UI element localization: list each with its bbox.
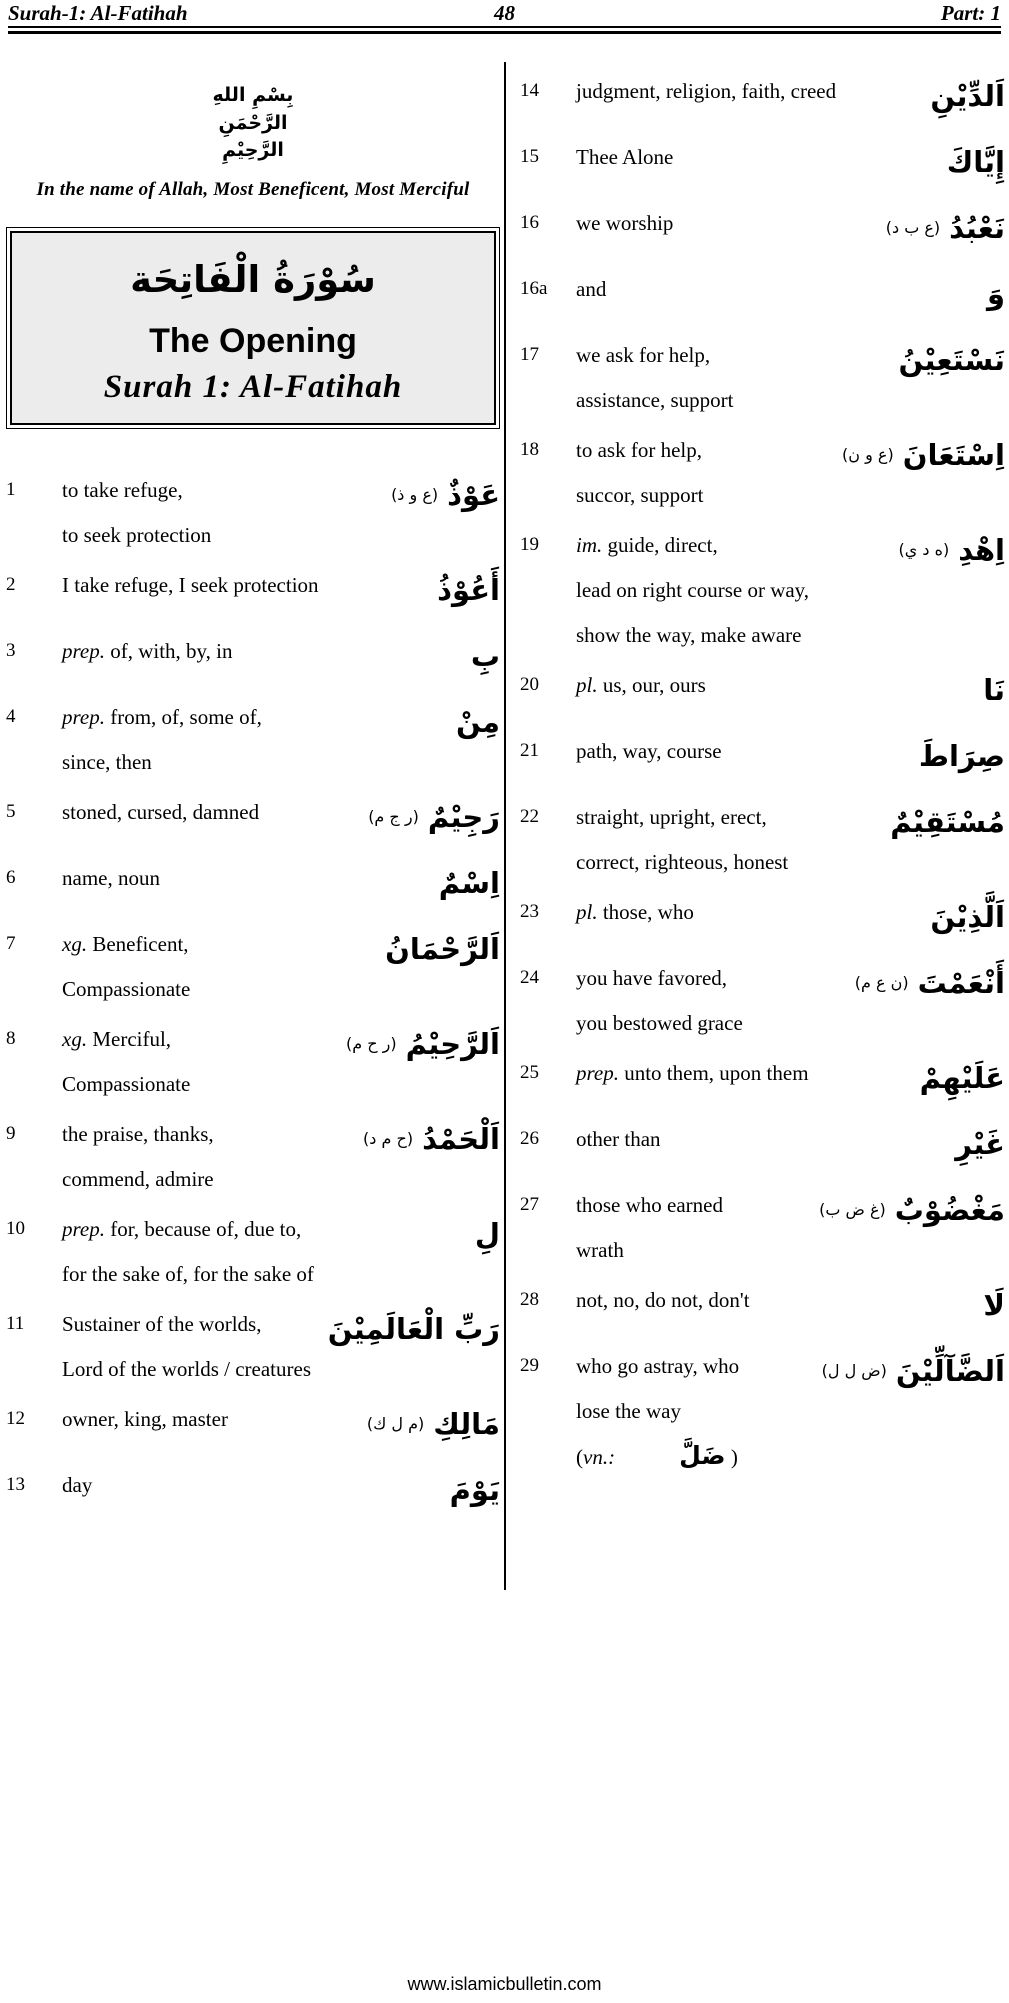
text-segment: for, because of, due to,: [104, 1216, 302, 1241]
right-column: [520, 62, 1005, 1492]
text-segment: vn.:: [583, 1445, 616, 1469]
text-segment: pl.: [576, 673, 598, 697]
arabic-word: اَلضَّآلِّيْنَ: [895, 1354, 1005, 1388]
arabic-word: اِسْمٌ: [438, 865, 500, 900]
meaning-line: [576, 575, 891, 605]
text-segment: those who earned: [576, 1193, 723, 1217]
arabic-cell: [886, 208, 1005, 254]
arabic-word: نَعْبُدُ: [949, 211, 1005, 245]
meaning-text: [576, 530, 891, 650]
vocab-row: [520, 1058, 1005, 1104]
arabic-word: نَسْتَعِيْنُ: [898, 343, 1005, 377]
root-letters: (ن ع م): [854, 973, 909, 992]
meaning-line: [62, 636, 463, 666]
page-header: [0, 0, 1009, 34]
arabic-word: مُسْتَقِيْمٌ: [890, 805, 1005, 839]
item-number: 14: [520, 80, 539, 101]
meaning-line: [576, 480, 834, 510]
meaning-line: [576, 620, 891, 650]
vocab-row: [520, 142, 1005, 188]
arabic-word: اَلرَّحْمَانُ: [385, 931, 500, 966]
meaning-line: [62, 1024, 338, 1054]
arabic-cell: [983, 1285, 1005, 1331]
meaning-line: [62, 974, 377, 1004]
meaning-text: [576, 1285, 975, 1331]
surah-title-box: [6, 227, 500, 429]
meaning-text: [576, 1058, 912, 1104]
text-segment: xg.: [62, 931, 88, 956]
text-segment: succor, support: [576, 483, 704, 507]
meaning-line: [576, 1190, 811, 1220]
arabic-word: بِ: [470, 638, 500, 673]
vocab-row: [6, 702, 500, 777]
arabic-word: غَيْرِ: [955, 1127, 1005, 1161]
meaning-line: [576, 897, 922, 927]
page-number: 48: [494, 1, 515, 25]
vocab-row: [520, 530, 1005, 650]
meaning-text: [576, 1351, 814, 1472]
arabic-word: نَا: [983, 673, 1005, 707]
bismillah-translation: In the name of Allah, Most Beneficent, Most Merciful: [36, 178, 470, 200]
vocab-row: [520, 802, 1005, 877]
text-segment: Compassionate: [62, 1071, 191, 1096]
arabic-cell: [363, 1119, 500, 1165]
root-letters: (غ ض ب): [819, 1200, 886, 1219]
meaning-line: [62, 1164, 355, 1194]
arabic-cell: [328, 1309, 500, 1355]
arabic-cell: [450, 1470, 500, 1516]
header-surah-title: Surah-1: Al-Fatihah: [8, 1, 188, 25]
meaning-line: [62, 863, 431, 893]
text-segment: to seek protection: [62, 522, 212, 547]
item-number: 26: [520, 1128, 539, 1149]
item-number: 21: [520, 740, 539, 761]
arabic-cell: [367, 1404, 500, 1450]
surah-name-english: The Opening: [149, 321, 357, 360]
item-number: 28: [520, 1289, 539, 1310]
arabic-cell: [947, 142, 1005, 188]
meaning-line: [576, 736, 911, 766]
meaning-text: [62, 570, 429, 616]
arabic-cell: [920, 1058, 1005, 1104]
vocab-row: [520, 76, 1005, 122]
item-number: 11: [6, 1312, 25, 1334]
meaning-line: [576, 847, 882, 877]
root-letters: (ع و ن): [842, 445, 894, 464]
vocab-row: [520, 1351, 1005, 1472]
vocab-row: [520, 274, 1005, 320]
item-number: 19: [520, 534, 539, 555]
meaning-text: [576, 1124, 947, 1170]
vocab-row: [6, 636, 500, 682]
arabic-cell: [822, 1351, 1005, 1397]
meaning-line: [576, 208, 878, 238]
arabic-word: اَلرَّحِيْمُ: [405, 1026, 500, 1061]
text-segment: prep.: [576, 1061, 619, 1085]
meaning-line: [576, 340, 890, 370]
text-segment: assistance, support: [576, 388, 734, 412]
meaning-text: [576, 1190, 811, 1265]
arabic-cell: [955, 1124, 1005, 1170]
arabic-cell: [842, 435, 1005, 481]
text-segment: we worship: [576, 211, 674, 235]
item-number: 24: [520, 967, 539, 988]
arabic-word: اِهْدِ: [958, 533, 1005, 567]
text-segment: correct, righteous, honest: [576, 850, 789, 874]
meaning-text: [576, 963, 847, 1038]
vocab-row: [520, 1285, 1005, 1331]
root-letters: (ع ب د): [885, 218, 941, 237]
text-segment: prep.: [62, 638, 105, 663]
left-column: [6, 62, 500, 1536]
text-segment: I take refuge, I seek protection: [62, 572, 319, 597]
text-segment: other than: [576, 1127, 661, 1151]
arabic-word: رَجِيْمٌ: [427, 799, 500, 834]
item-number: 9: [6, 1122, 16, 1144]
text-segment: those, who: [597, 900, 694, 924]
arabic-word: اِسْتَعَانَ: [902, 438, 1005, 472]
item-number: 3: [6, 639, 16, 661]
text-segment: ): [725, 1445, 738, 1469]
arabic-word: اَلدِّيْنِ: [930, 79, 1005, 113]
arabic-word: اَلَّذِيْنَ: [930, 900, 1005, 934]
meaning-text: [62, 1024, 338, 1099]
meaning-text: [576, 736, 911, 782]
meaning-text: [576, 142, 939, 188]
arabic-word: لَا: [983, 1288, 1005, 1322]
arabic-cell: [346, 1024, 500, 1070]
vocab-row: [6, 1119, 500, 1194]
vocab-list-left: [6, 475, 500, 1516]
text-segment: wrath: [576, 1238, 624, 1262]
vocab-row: [6, 1214, 500, 1289]
item-number: 16: [520, 212, 539, 233]
arabic-cell: [919, 736, 1005, 782]
root-letters: (ض ل ل): [821, 1361, 887, 1380]
header-rule-thin: [8, 26, 1001, 28]
arabic-word: عَلَيْهِمْ: [919, 1061, 1005, 1095]
footer-url: www.islamicbulletin.com: [407, 1974, 602, 1994]
text-segment: show the way, make aware: [576, 623, 802, 647]
text-segment: (: [576, 1445, 583, 1469]
meaning-text: [62, 1404, 359, 1450]
vocab-row: [6, 570, 500, 616]
text-segment: for the sake of, for the sake of: [62, 1261, 314, 1286]
arabic-word: مَغْضُوْبٌ: [894, 1193, 1005, 1227]
meaning-line: [62, 797, 360, 827]
text-segment: guide, direct,: [602, 533, 718, 557]
vocab-list-right: [520, 76, 1005, 1472]
item-number: 12: [6, 1407, 25, 1429]
item-number: 10: [6, 1217, 25, 1239]
arabic-cell: [898, 340, 1005, 386]
text-segment: of, with, by, in: [104, 638, 233, 663]
item-number: 2: [6, 573, 16, 595]
text-segment: Lord of the worlds / creatures: [62, 1356, 311, 1381]
text-segment: name, noun: [62, 865, 160, 890]
meaning-line: [62, 570, 429, 600]
text-segment: Beneficent,: [87, 931, 189, 956]
meaning-line: [576, 1351, 814, 1381]
meaning-line: [576, 963, 847, 993]
item-number: 29: [520, 1355, 539, 1376]
meaning-line: [576, 670, 975, 700]
text-segment: from, of, some of,: [104, 704, 262, 729]
arabic-cell: [855, 963, 1005, 1009]
meaning-text: [62, 1309, 320, 1384]
text-segment: prep.: [62, 704, 105, 729]
text-segment: Thee Alone: [576, 145, 674, 169]
meaning-line: [576, 1441, 814, 1472]
text-segment: who go astray, who: [576, 1354, 740, 1378]
meaning-line: [62, 1470, 442, 1500]
arabic-cell: [819, 1190, 1005, 1236]
root-letters: (ر ج م): [368, 806, 419, 826]
arabic-cell: [368, 797, 500, 843]
arabic-cell: [385, 929, 500, 975]
arabic-cell: [456, 702, 500, 748]
meaning-line: [576, 1008, 847, 1038]
arabic-cell: [899, 530, 1006, 576]
header-part-label: Part: 1: [940, 1, 1001, 25]
meaning-line: [62, 1404, 359, 1434]
item-number: 16a: [520, 278, 548, 299]
item-number: 6: [6, 866, 16, 888]
vocab-row: [520, 963, 1005, 1038]
arabic-word: أَعُوْذُ: [437, 572, 500, 607]
item-number: 7: [6, 932, 16, 954]
vocab-row: [520, 340, 1005, 415]
vocab-row: [520, 435, 1005, 510]
vocab-row: [6, 1470, 500, 1516]
item-number: 17: [520, 344, 539, 365]
text-segment: lead on right course or way,: [576, 578, 810, 602]
vocab-row: [520, 670, 1005, 716]
item-number: 15: [520, 146, 539, 167]
item-number: 23: [520, 901, 539, 922]
arabic-cell: [439, 863, 500, 909]
arabic-cell: [471, 636, 500, 682]
text-segment: since, then: [62, 749, 152, 774]
text-segment: pl.: [576, 900, 598, 924]
meaning-text: [62, 475, 383, 550]
meaning-text: [62, 1214, 467, 1289]
text-segment: owner, king, master: [62, 1406, 228, 1431]
text-segment: Merciful,: [87, 1026, 172, 1051]
meaning-text: [576, 340, 890, 415]
text-segment: the praise, thanks,: [62, 1121, 214, 1146]
meaning-text: [62, 1470, 442, 1516]
meaning-line: [576, 142, 939, 172]
meaning-line: [62, 702, 448, 732]
arabic-cell: [890, 802, 1005, 848]
meaning-line: [62, 1214, 467, 1244]
arabic-word: وَ: [986, 277, 1005, 311]
text-segment: unto them, upon them: [618, 1061, 809, 1085]
text-segment: you have favored,: [576, 966, 728, 990]
text-segment: us, our, ours: [597, 673, 706, 697]
item-number: 25: [520, 1062, 539, 1083]
meaning-text: [62, 1119, 355, 1194]
surah-number-label: Surah 1: Al-Fatihah: [103, 368, 403, 405]
root-letters: (م ل ك): [366, 1413, 425, 1433]
meaning-line: [62, 1354, 320, 1384]
vocab-row: [6, 1309, 500, 1384]
arabic-word: أَنْعَمْتَ: [917, 966, 1005, 1000]
root-letters: (ه د ي): [898, 540, 950, 559]
meaning-line: [62, 1119, 355, 1149]
vocab-row: [520, 736, 1005, 782]
meaning-line: [576, 1124, 947, 1154]
item-number: 20: [520, 674, 539, 695]
vocab-row: [6, 1024, 500, 1099]
arabic-word: اَلْحَمْدُ: [422, 1121, 500, 1156]
text-segment: path, way, course: [576, 739, 722, 763]
text-segment: lose the way: [576, 1399, 681, 1423]
item-number: 18: [520, 439, 539, 460]
item-number: 22: [520, 806, 539, 827]
arabic-word: رَبِّ الْعَالَمِيْنَ: [327, 1311, 500, 1346]
text-segment: xg.: [62, 1026, 88, 1051]
meaning-line: [576, 1396, 814, 1426]
text-segment: stoned, cursed, damned: [62, 799, 260, 824]
meaning-text: [576, 435, 834, 510]
meaning-line: [62, 747, 448, 777]
vocab-row: [6, 863, 500, 909]
text-segment: Compassionate: [62, 976, 191, 1001]
arabic-word: إِيَّاكَ: [946, 145, 1005, 179]
meaning-line: [576, 274, 979, 304]
vocab-row: [6, 797, 500, 843]
meaning-line: [576, 76, 922, 106]
column-divider: [504, 62, 506, 1590]
vocab-row: [6, 1404, 500, 1450]
vocab-row: [6, 475, 500, 550]
meaning-text: [62, 636, 463, 682]
item-number: 8: [6, 1027, 16, 1049]
vocab-row: [6, 929, 500, 1004]
root-letters: (ر ح م): [346, 1033, 397, 1053]
text-segment: judgment, religion, faith, creed: [576, 79, 837, 103]
text-segment: commend, admire: [62, 1166, 214, 1191]
vocab-row: [520, 897, 1005, 943]
item-number: 27: [520, 1194, 539, 1215]
meaning-line: [62, 1069, 338, 1099]
meaning-line: [576, 1285, 975, 1315]
surah-title-box-inner: [10, 231, 496, 425]
arabic-word: لِ: [474, 1216, 500, 1251]
meaning-line: [576, 435, 834, 465]
meaning-line: [62, 1259, 467, 1289]
arabic-word: يَوْمَ: [449, 1472, 500, 1507]
meaning-text: [576, 274, 979, 320]
header-rule-thick: [8, 31, 1001, 34]
vocab-row: [520, 1190, 1005, 1265]
item-number: 4: [6, 705, 16, 727]
arabic-cell: [930, 897, 1005, 943]
surah-name-arabic: سُوْرَةُ الْفَاتِحَة: [130, 257, 376, 301]
text-segment: straight, upright, erect,: [576, 805, 767, 829]
meaning-line: [576, 530, 891, 560]
item-number: 1: [6, 478, 16, 500]
meaning-line: [576, 385, 890, 415]
meaning-text: [62, 797, 360, 843]
vocab-row: [520, 208, 1005, 254]
inline-arabic-word: ضَلَّ: [679, 1441, 726, 1470]
text-segment: to ask for help,: [576, 438, 702, 462]
meaning-line: [62, 475, 383, 505]
root-letters: (ح م د): [363, 1128, 414, 1148]
text-segment: we ask for help,: [576, 343, 711, 367]
root-letters: (ع و ذ): [391, 484, 439, 504]
meaning-text: [62, 929, 377, 1004]
arabic-word: مَالِكِ: [433, 1406, 500, 1441]
meaning-line: [62, 929, 377, 959]
text-segment: prep.: [62, 1216, 105, 1241]
text-segment: im.: [576, 533, 603, 557]
text-segment: to take refuge,: [62, 477, 183, 502]
bismillah-calligraphy: بِسْمِ اللهِ الرَّحْمَنِ الرَّحِيْمِ: [212, 84, 294, 162]
meaning-line: [62, 520, 383, 550]
text-segment: not, no, do not, don't: [576, 1288, 750, 1312]
arabic-cell: [391, 475, 500, 521]
meaning-text: [576, 208, 878, 254]
meaning-line: [576, 1058, 912, 1088]
meaning-text: [62, 702, 448, 777]
arabic-cell: [930, 76, 1005, 122]
vocab-row: [520, 1124, 1005, 1170]
arabic-word: عَوْذٌ: [447, 477, 500, 512]
item-number: 13: [6, 1473, 25, 1495]
meaning-text: [576, 802, 882, 877]
text-segment: you bestowed grace: [576, 1011, 743, 1035]
text-segment: day: [62, 1472, 93, 1497]
text-segment: Sustainer of the worlds,: [62, 1311, 262, 1336]
arabic-word: مِنْ: [455, 704, 500, 739]
meaning-text: [576, 76, 922, 122]
arabic-cell: [475, 1214, 500, 1260]
arabic-word: صِرَاطَ: [918, 739, 1005, 773]
meaning-text: [576, 670, 975, 716]
meaning-text: [62, 863, 431, 909]
item-number: 5: [6, 800, 16, 822]
meaning-text: [576, 897, 922, 943]
meaning-line: [576, 1235, 811, 1265]
arabic-cell: [987, 274, 1005, 320]
arabic-cell: [437, 570, 500, 616]
arabic-cell: [983, 670, 1005, 716]
meaning-line: [576, 802, 882, 832]
meaning-line: [62, 1309, 320, 1339]
text-segment: and: [576, 277, 607, 301]
